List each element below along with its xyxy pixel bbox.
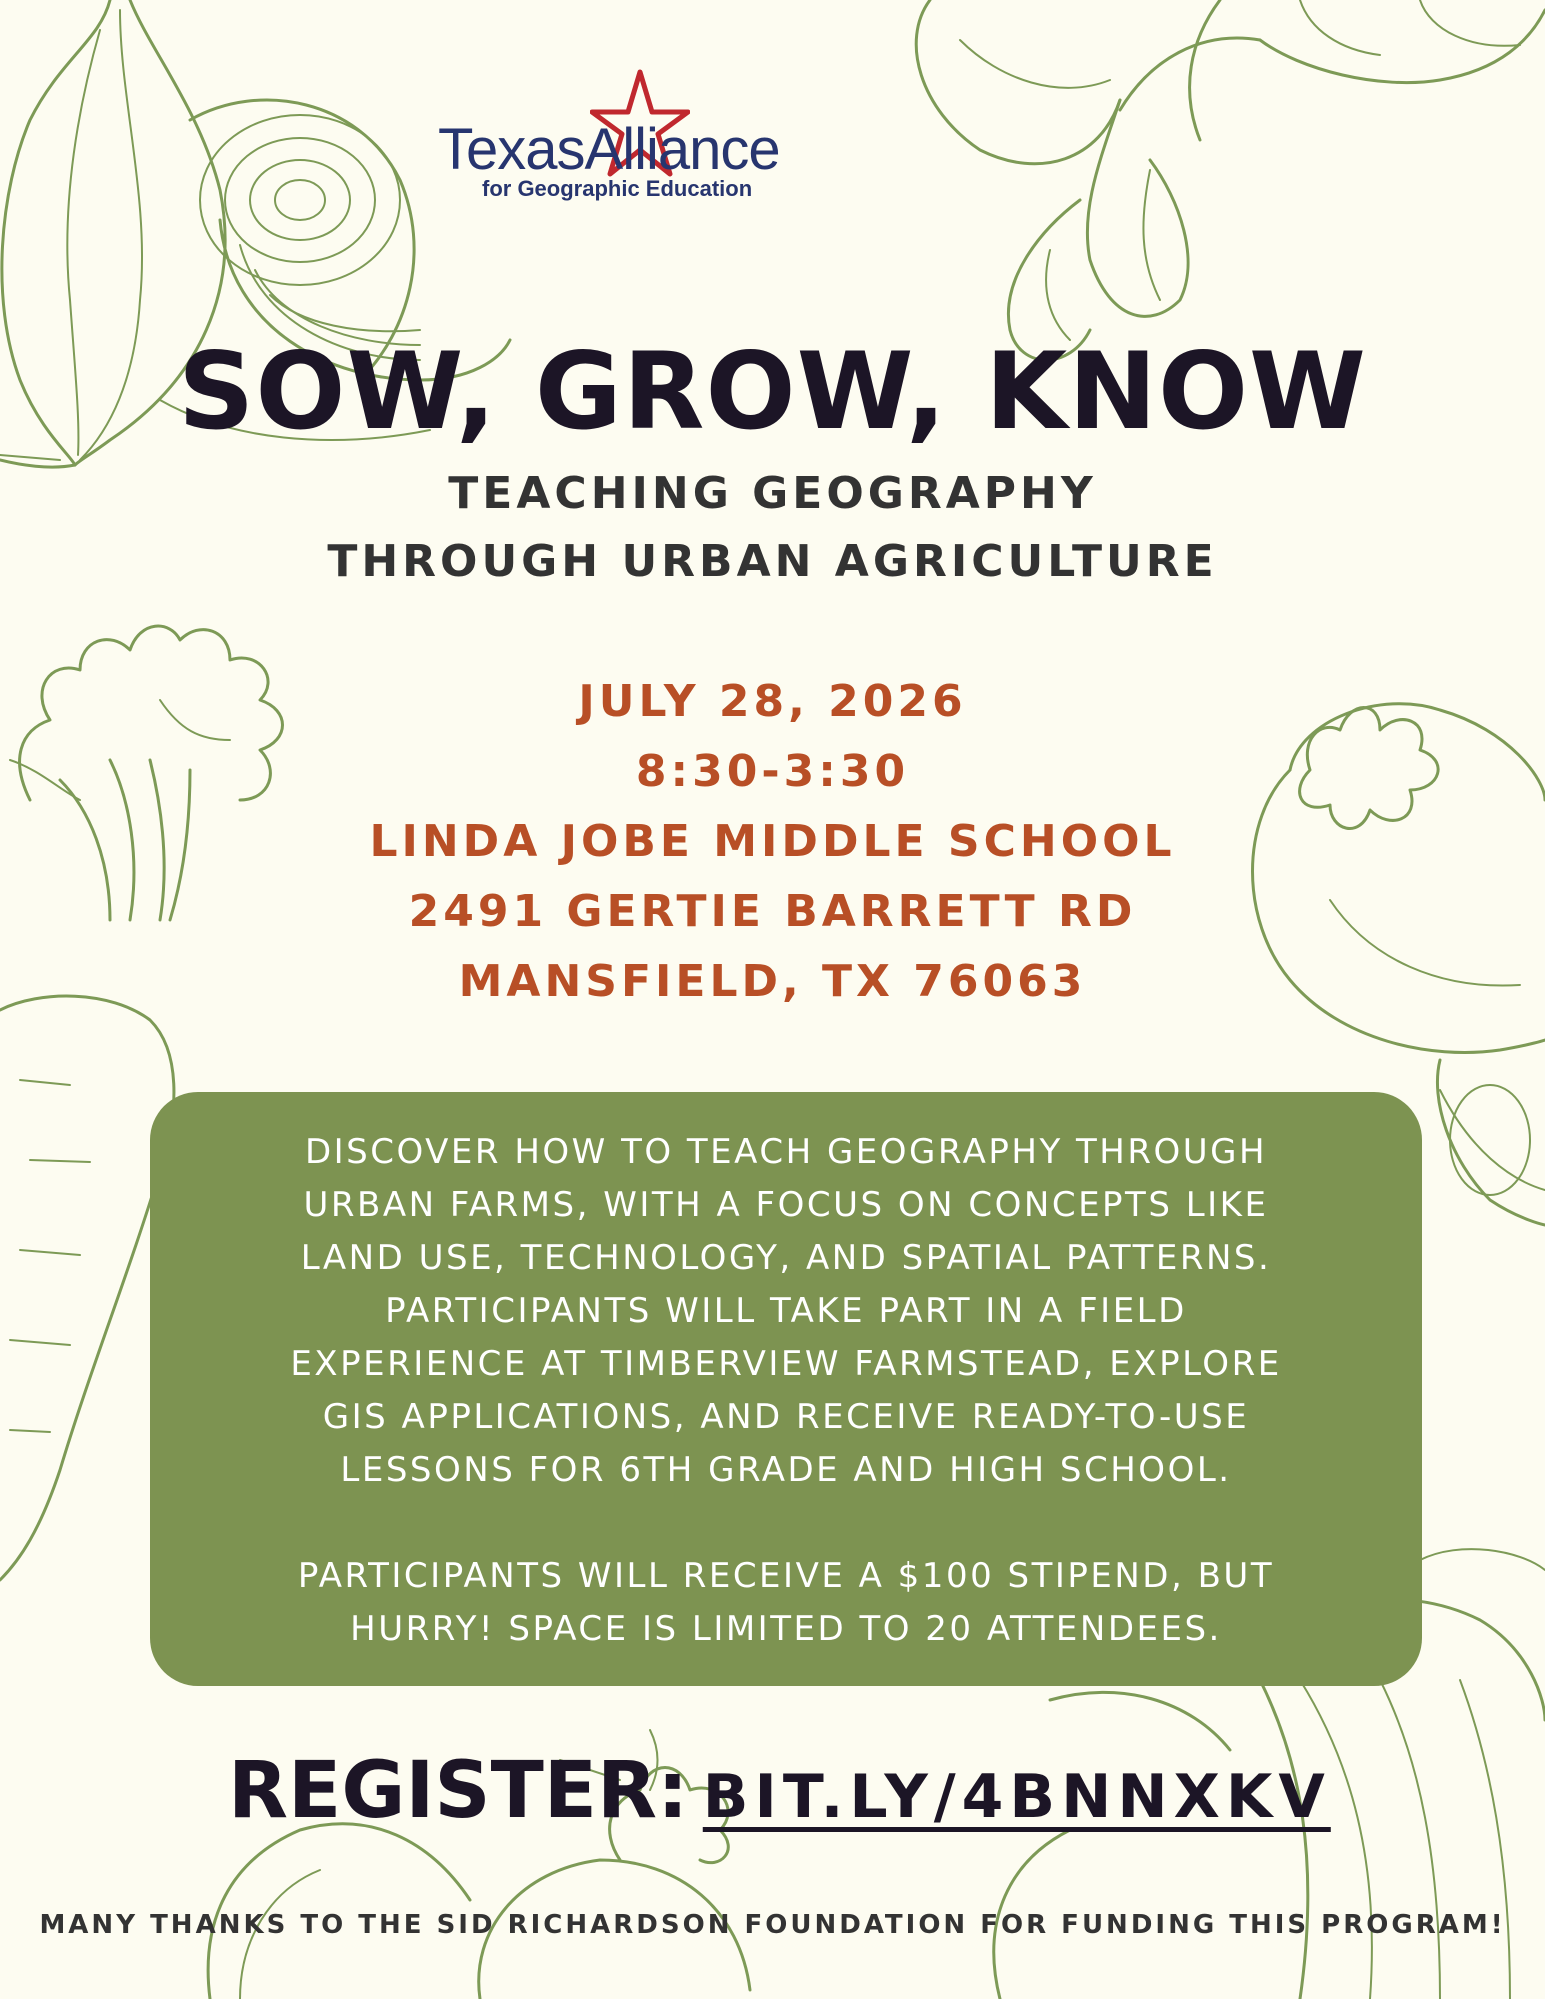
event-city: MANSFIELD, TX 76063	[458, 956, 1087, 1007]
subheadline-line-2: THROUGH URBAN AGRICULTURE	[327, 536, 1218, 587]
register-line	[228, 1746, 1331, 1836]
spinach-illustration	[916, 0, 1545, 360]
logo-subtitle: for Geographic Education	[482, 176, 753, 201]
logo-name: TexasAlliance	[438, 117, 780, 182]
description-paragraph-2: PARTICIPANTS WILL RECEIVE A $100 STIPEND, BUT HURRY! SPACE IS LIMITED TO 20 ATTENDEES.	[297, 1556, 1275, 1649]
event-time: 8:30-3:30	[635, 746, 910, 797]
event-venue: LINDA JOBE MIDDLE SCHOOL	[369, 816, 1176, 867]
subheadline-line-1: TEACHING GEOGRAPHY	[448, 468, 1097, 519]
carrot-illustration	[0, 996, 174, 1580]
event-street: 2491 GERTIE BARRETT RD	[408, 886, 1137, 937]
register-link[interactable]: BIT.LY/4BNNXKV	[702, 1762, 1331, 1832]
footer-thanks: MANY THANKS TO THE SID RICHARDSON FOUNDATION FOR FUNDING THIS PROGRAM!	[39, 1910, 1506, 1940]
texas-alliance-logo	[438, 64, 858, 214]
description-paragraph-1: DISCOVER HOW TO TEACH GEOGRAPHY THROUGH URBAN FARMS, WITH A FOCUS ON CONCEPTS LIKE LAND USE, TECHNOLOGY, AND SPATIAL PATTERNS. PARTICIPANTS WILL TAKE PART IN A FIELD EXPERIENCE AT TIMBERVIEW FARMSTEAD, EXPLORE GIS APPLICATIONS, AND RECEIVE READY-TO-USE LESSONS FOR 6TH GRADE AND HIGH SCHOOL.	[290, 1132, 1282, 1490]
event-date: JULY 28, 2026	[578, 676, 967, 727]
register-label: REGISTER:	[228, 1746, 689, 1836]
headline: SOW, GROW, KNOW	[178, 330, 1367, 453]
description-box	[150, 1092, 1422, 1686]
